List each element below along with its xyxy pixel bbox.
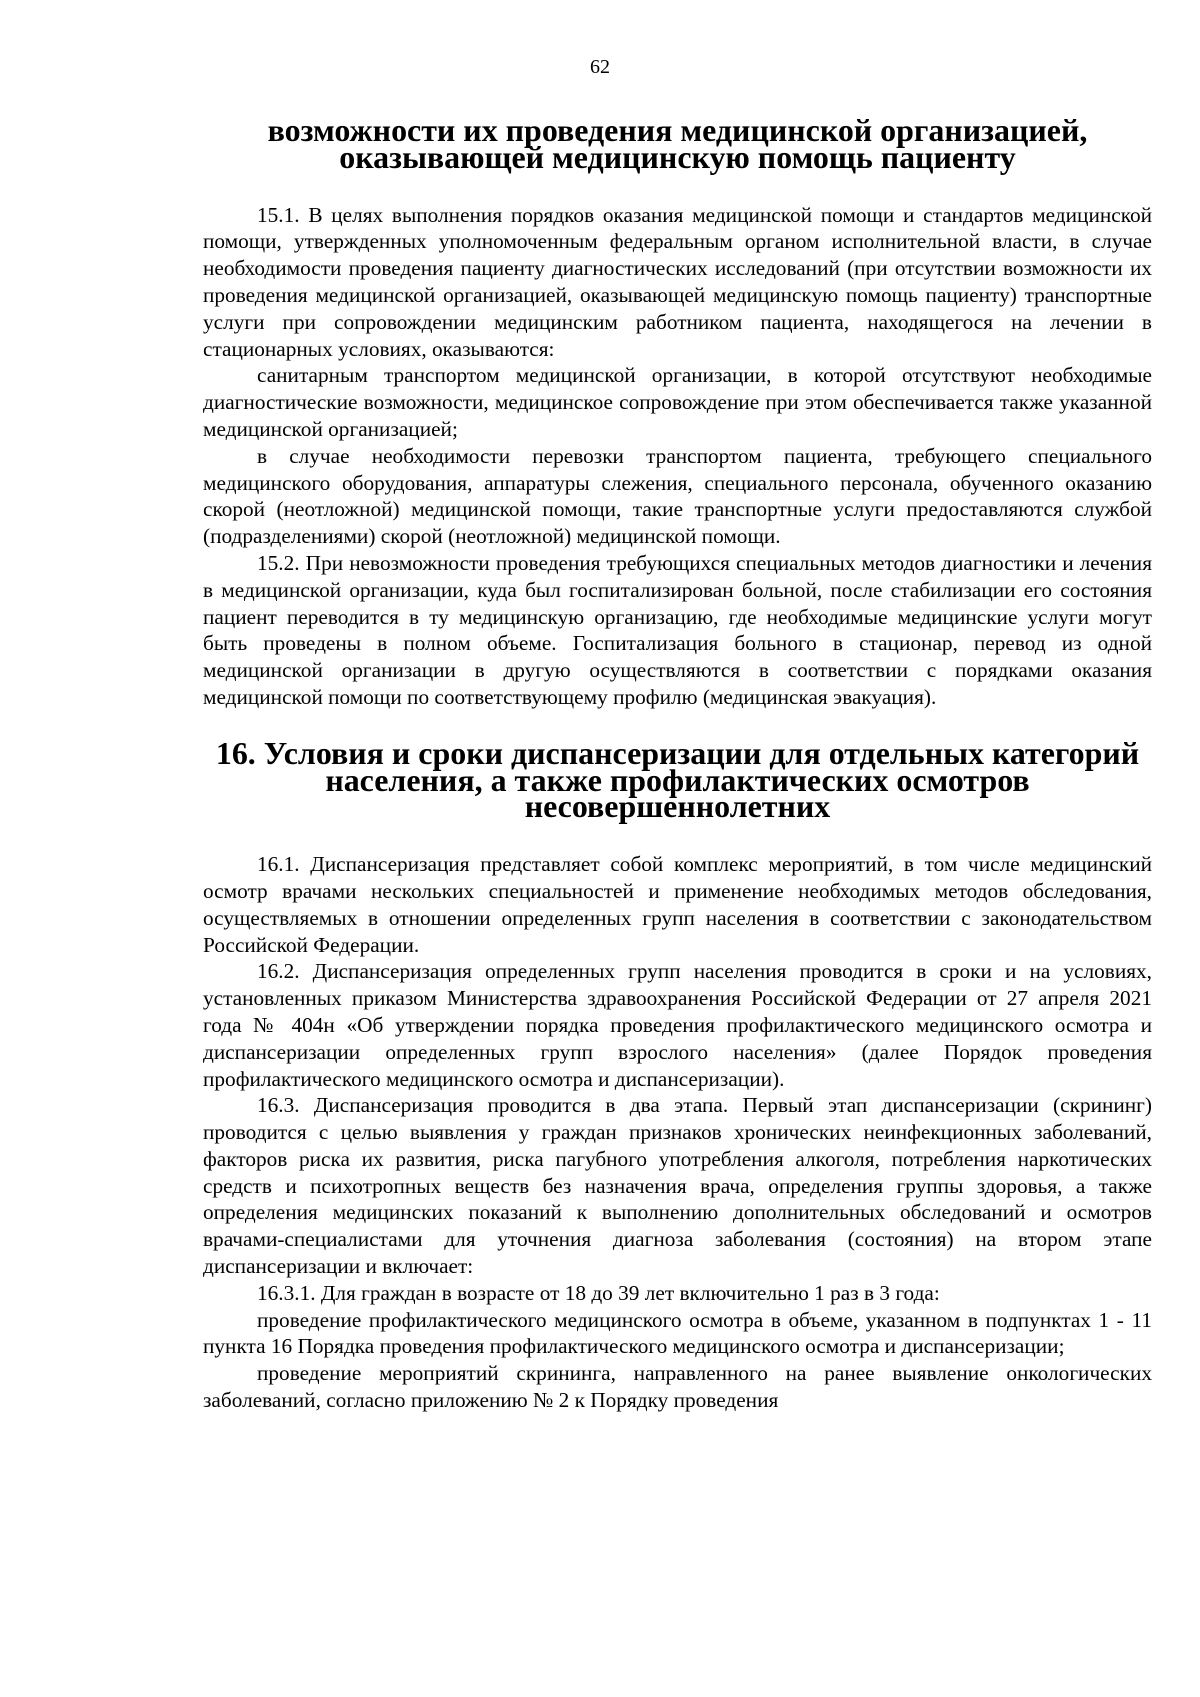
paragraph-sanitary-transport: санитарным транспортом медицинской организации, в которой отсутствуют необходимые диагностические возможности, медицинское сопровождение при этом обеспечивается также указанной медицинской организацией; — [203, 363, 1152, 441]
paragraph-16-1: 16.1. Диспансеризация представляет собой комплекс мероприятий, в том числе медицинский осмотр врачами нескольких специальностей и применение необходимых методов обследования, осуществляемых в отношении определенных групп населения в соответствии с законодательством Российской Федерации. — [203, 852, 1152, 957]
paragraph-16-2: 16.2. Диспансеризация определенных групп населения проводится в сроки и на условиях, установленных приказом Министерства здравоохранения Российской Федерации от 27 апреля 2021 года № 404н «Об утверждении порядка проведения профилактического медицинского осмотра и диспансеризации определенных групп взрослого населения» (далее Порядок проведения профилактического медицинского осмотра и диспансеризации). — [203, 959, 1152, 1091]
paragraph-16-3-1: 16.3.1. Для граждан в возрасте от 18 до 39 лет включительно 1 раз в 3 года: — [257, 1280, 940, 1305]
heading-line: оказывающей медицинскую помощь пациенту — [339, 139, 1016, 175]
document-body — [203, 113, 1152, 1414]
heading-line: 16. Условия и сроки диспансеризации для отдельных категорий — [215, 735, 1140, 771]
paragraph-15-1: 15.1. В целях выполнения порядков оказания медицинской помощи и стандартов медицинской помощи, утвержденных уполномоченным федеральным органом исполнительной власти, в случае необходимости проведения пациенту диагностических исследований (при отсутствии возможности их проведения медицинской организацией, оказывающей медицинскую помощь пациенту) транспортные услуги при сопровождении медицинским работником пациента, находящегося на лечении в стационарных условиях, оказываются: — [203, 202, 1152, 361]
section-16-heading — [203, 735, 1152, 825]
paragraph-oncology-screening: проведение мероприятий скрининга, направленного на ранее выявление онкологических заболеваний, согласно приложению № 2 к Порядку проведения — [203, 1361, 1152, 1413]
heading-line: населения, а также профилактических осмотров — [325, 762, 1030, 798]
heading-line: несовершеннолетних — [524, 789, 831, 825]
paragraph-emergency-transport: в случае необходимости перевозки транспортом пациента, требующего специального медицинского оборудования, аппаратуры слежения, специального персонала, обученного оказанию скорой (неотложной) медицинской помощи, такие транспортные услуги предоставляются службой (подразделениями) скорой (неотложной) медицинской помощи. — [203, 443, 1152, 549]
paragraph-preventive-exam: проведение профилактического медицинского осмотра в объеме, указанном в подпунктах 1 - 11 пункта 16 Порядка проведения профилактического медицинского осмотра и диспансеризации; — [203, 1307, 1152, 1359]
paragraph-15-2: 15.2. При невозможности проведения требующихся специальных методов диагностики и лечения в медицинской организации, куда был госпитализирован больной, после стабилизации его состояния пациент переводится в ту медицинскую организацию, где необходимые медицинские услуги могут быть проведены в полном объеме. Госпитализация больного в стационар, перевод из одной медицинской организации в другую осуществляются в соответствии с порядками оказания медицинской помощи по соответствующему профилю (медицинская эвакуация). — [203, 550, 1152, 709]
heading-line: возможности их проведения медицинской организацией, — [267, 113, 1088, 148]
paragraph-16-3: 16.3. Диспансеризация проводится в два этапа. Первый этап диспансеризации (скрининг) проводится с целью выявления у граждан признаков хронических неинфекционных заболеваний, факторов риска их развития, риска пагубного употребления алкоголя, потребления наркотических средств и психотропных веществ без назначения врача, определения группы здоровья, а также определения медицинских показаний к выполнению дополнительных обследований и осмотров врачами-специалистами для уточнения диагноза заболевания (состояния) на втором этапе диспансеризации и включает: — [203, 1093, 1152, 1279]
section-15-heading-continuation — [203, 113, 1152, 175]
page-number: 62 — [590, 56, 610, 78]
